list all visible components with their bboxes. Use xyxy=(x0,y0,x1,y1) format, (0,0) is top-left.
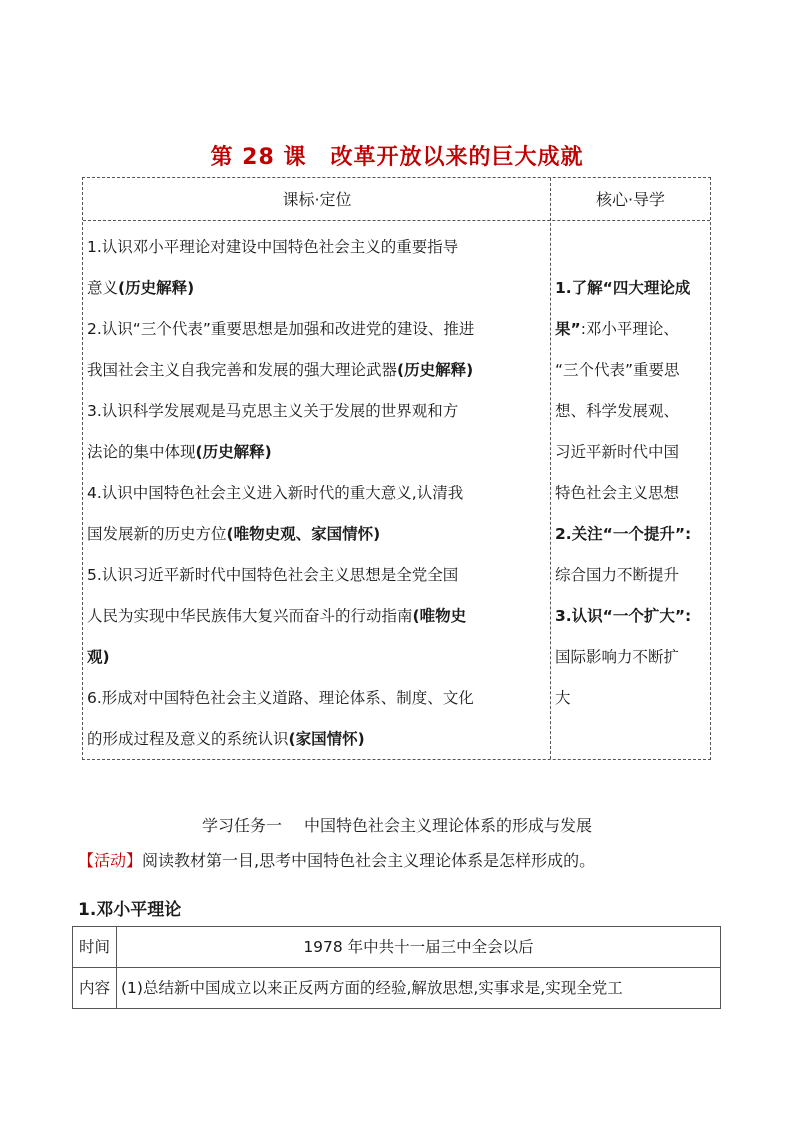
text-line xyxy=(555,473,710,514)
activity-tag: 【活动】 xyxy=(78,851,143,870)
plain-text: 想、科学发展观、 xyxy=(555,402,680,420)
plain-text: 综合国力不断提升 xyxy=(555,566,680,584)
text-line xyxy=(87,350,549,391)
text-line xyxy=(87,227,549,268)
activity-text: 阅读教材第一目,思考中国特色社会主义理论体系是怎样形成的。 xyxy=(142,851,596,870)
plain-text: 国际影响力不断扩 xyxy=(555,648,680,666)
plain-text: 2.认识“三个代表”重要思想是加强和改进党的建设、推进 xyxy=(87,320,475,338)
text-line xyxy=(555,514,710,555)
plain-text: 5.认识习近平新时代中国特色社会主义思想是全党全国 xyxy=(87,566,459,584)
bold-text: (家国情怀) xyxy=(288,730,365,748)
core-guide-header: 核心·导学 xyxy=(595,190,666,209)
bold-text: (历史解释) xyxy=(118,279,195,297)
text-line xyxy=(87,637,549,678)
text-line xyxy=(87,473,549,514)
bold-text: 果” xyxy=(555,320,581,338)
text-line xyxy=(87,678,549,719)
plain-text: 3.认识科学发展观是马克思主义关于发展的世界观和方 xyxy=(87,402,459,420)
plain-text: 我国社会主义自我完善和发展的强大理论武器 xyxy=(87,361,398,379)
plain-text: 4.认识中国特色社会主义进入新时代的重大意义,认清我 xyxy=(87,484,464,502)
plain-text: 1.认识邓小平理论对建设中国特色社会主义的重要指导 xyxy=(87,238,459,256)
content-label: 内容 xyxy=(78,979,110,997)
text-line xyxy=(555,637,710,678)
plain-text: 国发展新的历史方位 xyxy=(87,525,227,543)
standards-header: 课标·定位 xyxy=(282,190,352,209)
plain-text: :邓小平理论、 xyxy=(580,320,679,338)
text-line xyxy=(87,432,549,473)
bold-text: 2.关注“一个提升”: xyxy=(555,525,692,543)
plain-text: 人民为实现中华民族伟大复兴而奋斗的行动指南 xyxy=(87,607,413,625)
text-line xyxy=(555,596,710,637)
bold-text: 1.了解“四大理论成 xyxy=(555,279,691,297)
bold-text: (唯物史 xyxy=(412,607,467,625)
activity-prompt xyxy=(78,848,778,871)
text-line xyxy=(87,555,549,596)
theory-info-table xyxy=(72,926,721,1009)
content-value: (1)总结新中国成立以来正反两方面的经验,解放思想,实事求是,实现全党工 xyxy=(121,979,623,997)
plain-text: 特色社会主义思想 xyxy=(555,484,680,502)
table-divider-horizontal xyxy=(83,220,710,221)
plain-text: “三个代表”重要思 xyxy=(555,361,680,379)
lesson-name: 改革开放以来的巨大成就 xyxy=(330,145,584,170)
text-line xyxy=(555,350,710,391)
text-line xyxy=(87,596,549,637)
text-line xyxy=(555,391,710,432)
time-value: 1978 年中共十一届三中全会以后 xyxy=(303,938,534,956)
task-label: 学习任务一 xyxy=(201,816,282,835)
text-line xyxy=(87,719,549,760)
table-divider-vertical xyxy=(550,178,551,759)
text-line xyxy=(87,309,549,350)
plain-text: 习近平新时代中国 xyxy=(555,443,680,461)
bold-text: 观) xyxy=(87,648,110,666)
plain-text: 意义 xyxy=(87,279,119,297)
text-line xyxy=(555,678,710,719)
curriculum-standards-table xyxy=(82,177,711,760)
text-line xyxy=(555,555,710,596)
text-line xyxy=(555,268,710,309)
plain-text: 法论的集中体现 xyxy=(87,443,196,461)
core-guide-content xyxy=(555,268,710,719)
text-line xyxy=(555,432,710,473)
lesson-title xyxy=(0,140,794,171)
bold-text: 3.认识“一个扩大”: xyxy=(555,607,692,625)
time-label: 时间 xyxy=(78,938,110,956)
text-line xyxy=(87,391,549,432)
plain-text: 大 xyxy=(555,689,571,707)
bold-text: (历史解释) xyxy=(397,361,474,379)
text-line xyxy=(555,309,710,350)
plain-text: 6.形成对中国特色社会主义道路、理论体系、制度、文化 xyxy=(87,689,474,707)
bold-text: (历史解释) xyxy=(195,443,272,461)
bold-text: (唯物史观、家国情怀) xyxy=(226,525,381,543)
task-heading xyxy=(0,813,794,836)
task-title: 中国特色社会主义理论体系的形成与发展 xyxy=(304,816,593,835)
text-line xyxy=(87,514,549,555)
section-heading: 1.邓小平理论 xyxy=(78,900,182,920)
plain-text: 的形成过程及意义的系统认识 xyxy=(87,730,289,748)
standards-content xyxy=(87,227,549,760)
lesson-number: 第 28 课 xyxy=(210,145,307,170)
text-line xyxy=(87,268,549,309)
